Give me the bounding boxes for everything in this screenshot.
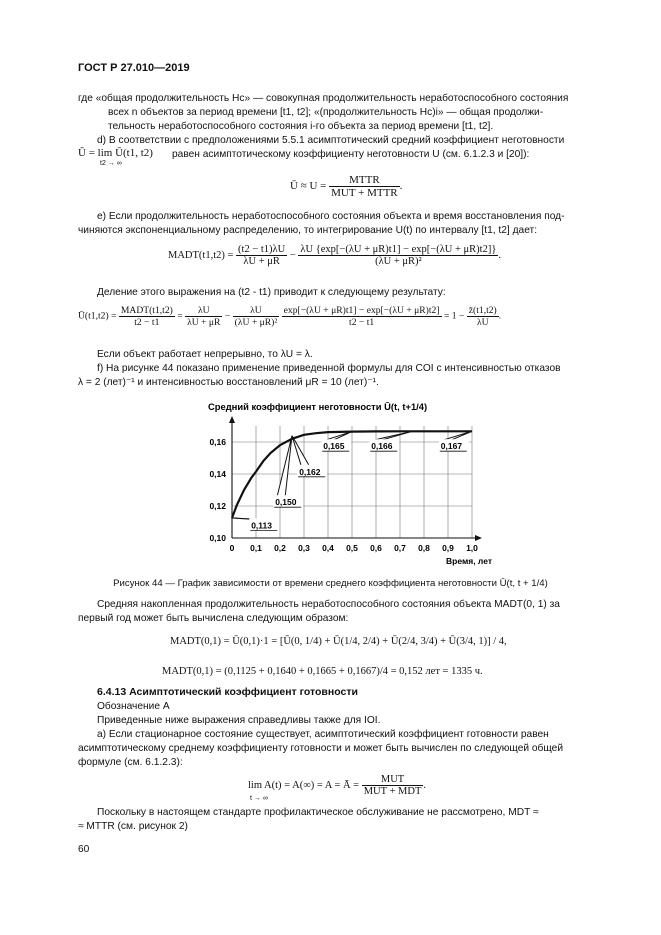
intro-line-2: всех n объектов за период времени [t1, t2]; «(продолжительность Нс)i» — общая продолжи- (108, 107, 544, 118)
availability-formula: Ū(t1,t2) = $\frac{\text{MADT(t1,t2)}}{t2 - t1}$ = $\frac{\lambda U}{\lambda U + \mu R}$ − $\frac{\lambda U}{\text{(λU + μR)²}}$ $\frac{\exp[-(\lambda U + \mu R)t1] - \exp[-(\lambda U + \mu R)t2]}{t2 - t1}$ = 1 − $\frac{z̄(t1,t2)}{\lambda U}$ . (78, 305, 502, 328)
item-f-line-1: f) На рисунке 44 показано применение приведенной формулы для COI с интенсивностью отказов (97, 363, 561, 374)
fraction (236, 244, 287, 267)
item-d-formula: Ū ≈ U = $\frac{\text{MTTR}}{\text{MUT + MTTR}}$ . (290, 174, 403, 199)
item-a-line-3: формуле (см. 6.1.2.3): (78, 757, 183, 768)
fraction (329, 174, 400, 199)
x-tick-label: 0,7 (394, 543, 406, 553)
x-tick-label: 0,8 (418, 543, 430, 553)
denominator: MUT + MDT (363, 786, 422, 797)
denominator: t2 − t1 (134, 317, 160, 328)
annotation-label: 0,150 (275, 497, 297, 508)
fraction (282, 305, 442, 328)
x-tick-label: 0,3 (298, 543, 310, 553)
intro-line-3: тельность неработоспособного состояния i-го объекта за период времени [t1, t2]. (108, 121, 494, 132)
chart-title: Средний коэффициент неготовности Ū(t, t+1/4) (208, 401, 428, 412)
y-tick-label: 0,12 (209, 501, 226, 511)
item-a-line-1: a) Если стационарное состояние существует, асимптотический коэффициент готовности равен (97, 729, 549, 740)
x-tick-label: 0,1 (250, 543, 262, 553)
fraction (233, 305, 280, 328)
x-tick-label: 1,0 (466, 543, 478, 553)
item-d-line-2: равен асимптотическому коэффициенту неготовности U (см. 6.1.2.3 и [20]): (172, 149, 530, 160)
numerator: MTTR (329, 174, 400, 187)
numerator: λU {exp[−(λU + μR)t1] − exp[−(λU + μR)t2]} (300, 244, 497, 255)
document-header: ГОСТ Р 27.010—2019 (78, 62, 190, 74)
formula-lhs: Ū ≈ U = (290, 180, 327, 193)
fraction (185, 305, 222, 328)
fraction (119, 305, 175, 328)
y-axis-arrow (229, 416, 235, 423)
operator: − (289, 249, 296, 261)
denominator: λU + μR (187, 317, 221, 328)
section-title: 6.4.13 Асимптотический коэффициент готовности (97, 686, 358, 698)
item-d-line-1: d) В соответствии с предположениями 5.5.1 асимптотический средний коэффициент неготовности (97, 135, 565, 146)
y-tick-label: 0,16 (209, 437, 226, 447)
item-e-line-2: чиняются экспоненциальному распределению, то интегрирование U(t) по интервалу [t1, t2] дает: (78, 225, 538, 236)
madt-formula: MADT(t1,t2) = $\frac{(t2 - t1)\lambda U}{\lambda U + \mu R}$ − $\frac{\lambda U \{\exp[-(\lambda U + \mu R)t1] - \exp[-(\lambda U + \mu R)t2]\}}{\text{(λU + μR)²}}$ . (168, 244, 502, 267)
numerator: MADT(t1,t2) (120, 305, 173, 316)
denominator: λU (476, 317, 489, 328)
x-tick-label: 0,9 (442, 543, 454, 553)
operator: = (177, 310, 183, 322)
section-designation: Обозначение A (97, 701, 170, 712)
continuous-note: Если объект работает непрерывно, то λU = λ. (97, 349, 313, 360)
annotation-label: 0,162 (299, 466, 321, 477)
y-tick-label: 0,14 (209, 469, 226, 479)
numerator: λU (233, 305, 280, 317)
annotation-pointer (292, 436, 309, 466)
annotation-label: 0,166 (371, 441, 393, 452)
item-f-line-2: λ = 2 (лет)⁻¹ и интенсивностью восстановлений μR = 10 (лет)⁻¹. (78, 377, 379, 388)
asymptotic-formula-subscript: t → ∞ (250, 795, 268, 802)
x-axis-label: Время, лет (446, 556, 492, 566)
item-a-line-2: асимптотическому среднему коэффициенту готовности и может быть вычислен по следующей общей (78, 743, 564, 754)
x-tick-label: 0 (229, 543, 235, 553)
numerator: (t2 − t1)λU (238, 244, 286, 255)
availability-chart (180, 396, 520, 576)
item-e-line-1: e) Если продолжительность неработоспособного состояния объекта и время восстановления под- (97, 211, 565, 222)
item-d-limit-subscript: t2 → ∞ (100, 160, 122, 167)
chart-ticks (209, 437, 478, 553)
x-tick-label: 0,2 (274, 543, 286, 553)
formula-lhs: lim A(t) = A(∞) = A = Ā = (248, 779, 360, 791)
section-ioi-line: Приведенные ниже выражения справедливы также для IOI. (97, 715, 381, 726)
division-line: Деление этого выражения на (t2 - t1) приводит к следующему результату: (97, 287, 446, 298)
annotation-label: 0,167 (440, 441, 463, 452)
figure-caption: Рисунок 44 — График зависимости от времени среднего коэффициента неготовности Ū(t, t + 1/4) (113, 578, 548, 589)
denominator: (λU + μR)² (234, 317, 278, 328)
page-number: 60 (78, 844, 90, 855)
last-line-1: Поскольку в настоящем стандарте профилактическое обслуживание не рассмотрено, MDT ≈ (97, 807, 539, 818)
x-tick-label: 0,4 (322, 543, 334, 553)
x-tick-label: 0,6 (370, 543, 382, 553)
numerator: λU (185, 305, 222, 317)
annotation-label: 0,165 (323, 441, 345, 452)
denominator: t2 − t1 (349, 317, 375, 328)
item-d-limit-expression: Ū = lim Ū(t1, t2) (78, 147, 153, 159)
numerator: MUT (362, 774, 424, 786)
annotation-label: 0,113 (251, 520, 273, 531)
cumulative-line-1: Средняя накопленная продолжительность неработоспособного состояния объекта MADT(0, 1) за (97, 599, 560, 610)
fraction (362, 774, 424, 797)
asymptotic-formula: lim A(t) = A(∞) = A = Ā = $\frac{\text{MUT}}{\text{MUT + MDT}}$ . (248, 774, 426, 797)
annotation-pointer (373, 431, 412, 440)
fraction (467, 305, 499, 328)
numerator: exp[−(λU + μR)t1] − exp[−(λU + μR)t2] (283, 305, 440, 316)
formula-lhs: MADT(t1,t2) = (168, 249, 234, 261)
cumulative-formula-2: MADT(0,1) = (0,1125 + 0,1640 + 0,1665 + 0,1667)/4 = 0,152 лет = 1335 ч. (162, 666, 483, 677)
operator: = 1 − (443, 310, 465, 322)
denominator: (λU + μR)² (375, 256, 422, 267)
denominator: λU + μR (243, 256, 280, 267)
formula-lhs: Ū(t1,t2) = (78, 310, 117, 322)
numerator: z̄(t1,t2) (468, 305, 497, 316)
y-tick-label: 0,10 (209, 533, 226, 543)
x-axis-arrow (475, 535, 482, 541)
cumulative-line-2: первый год может быть вычислена следующим образом: (78, 613, 349, 624)
operator: − (224, 310, 231, 322)
x-tick-label: 0,5 (346, 543, 358, 553)
denominator: MUT + MTTR (331, 187, 398, 199)
annotation-pointer (443, 431, 472, 440)
intro-line-1: где «общая продолжительность Нс» — совокупная продолжительность неработоспособного состояния (78, 93, 569, 104)
cumulative-formula-1: MADT(0,1) = Ū(0,1)·1 = [Ū(0, 1/4) + Ū(1/4, 2/4) + Ū(2/4, 3/4) + Ū(3/4, 1)] / 4, (170, 636, 507, 647)
last-line-2: ≈ MTTR (см. рисунок 2) (78, 821, 188, 832)
fraction (298, 244, 498, 267)
